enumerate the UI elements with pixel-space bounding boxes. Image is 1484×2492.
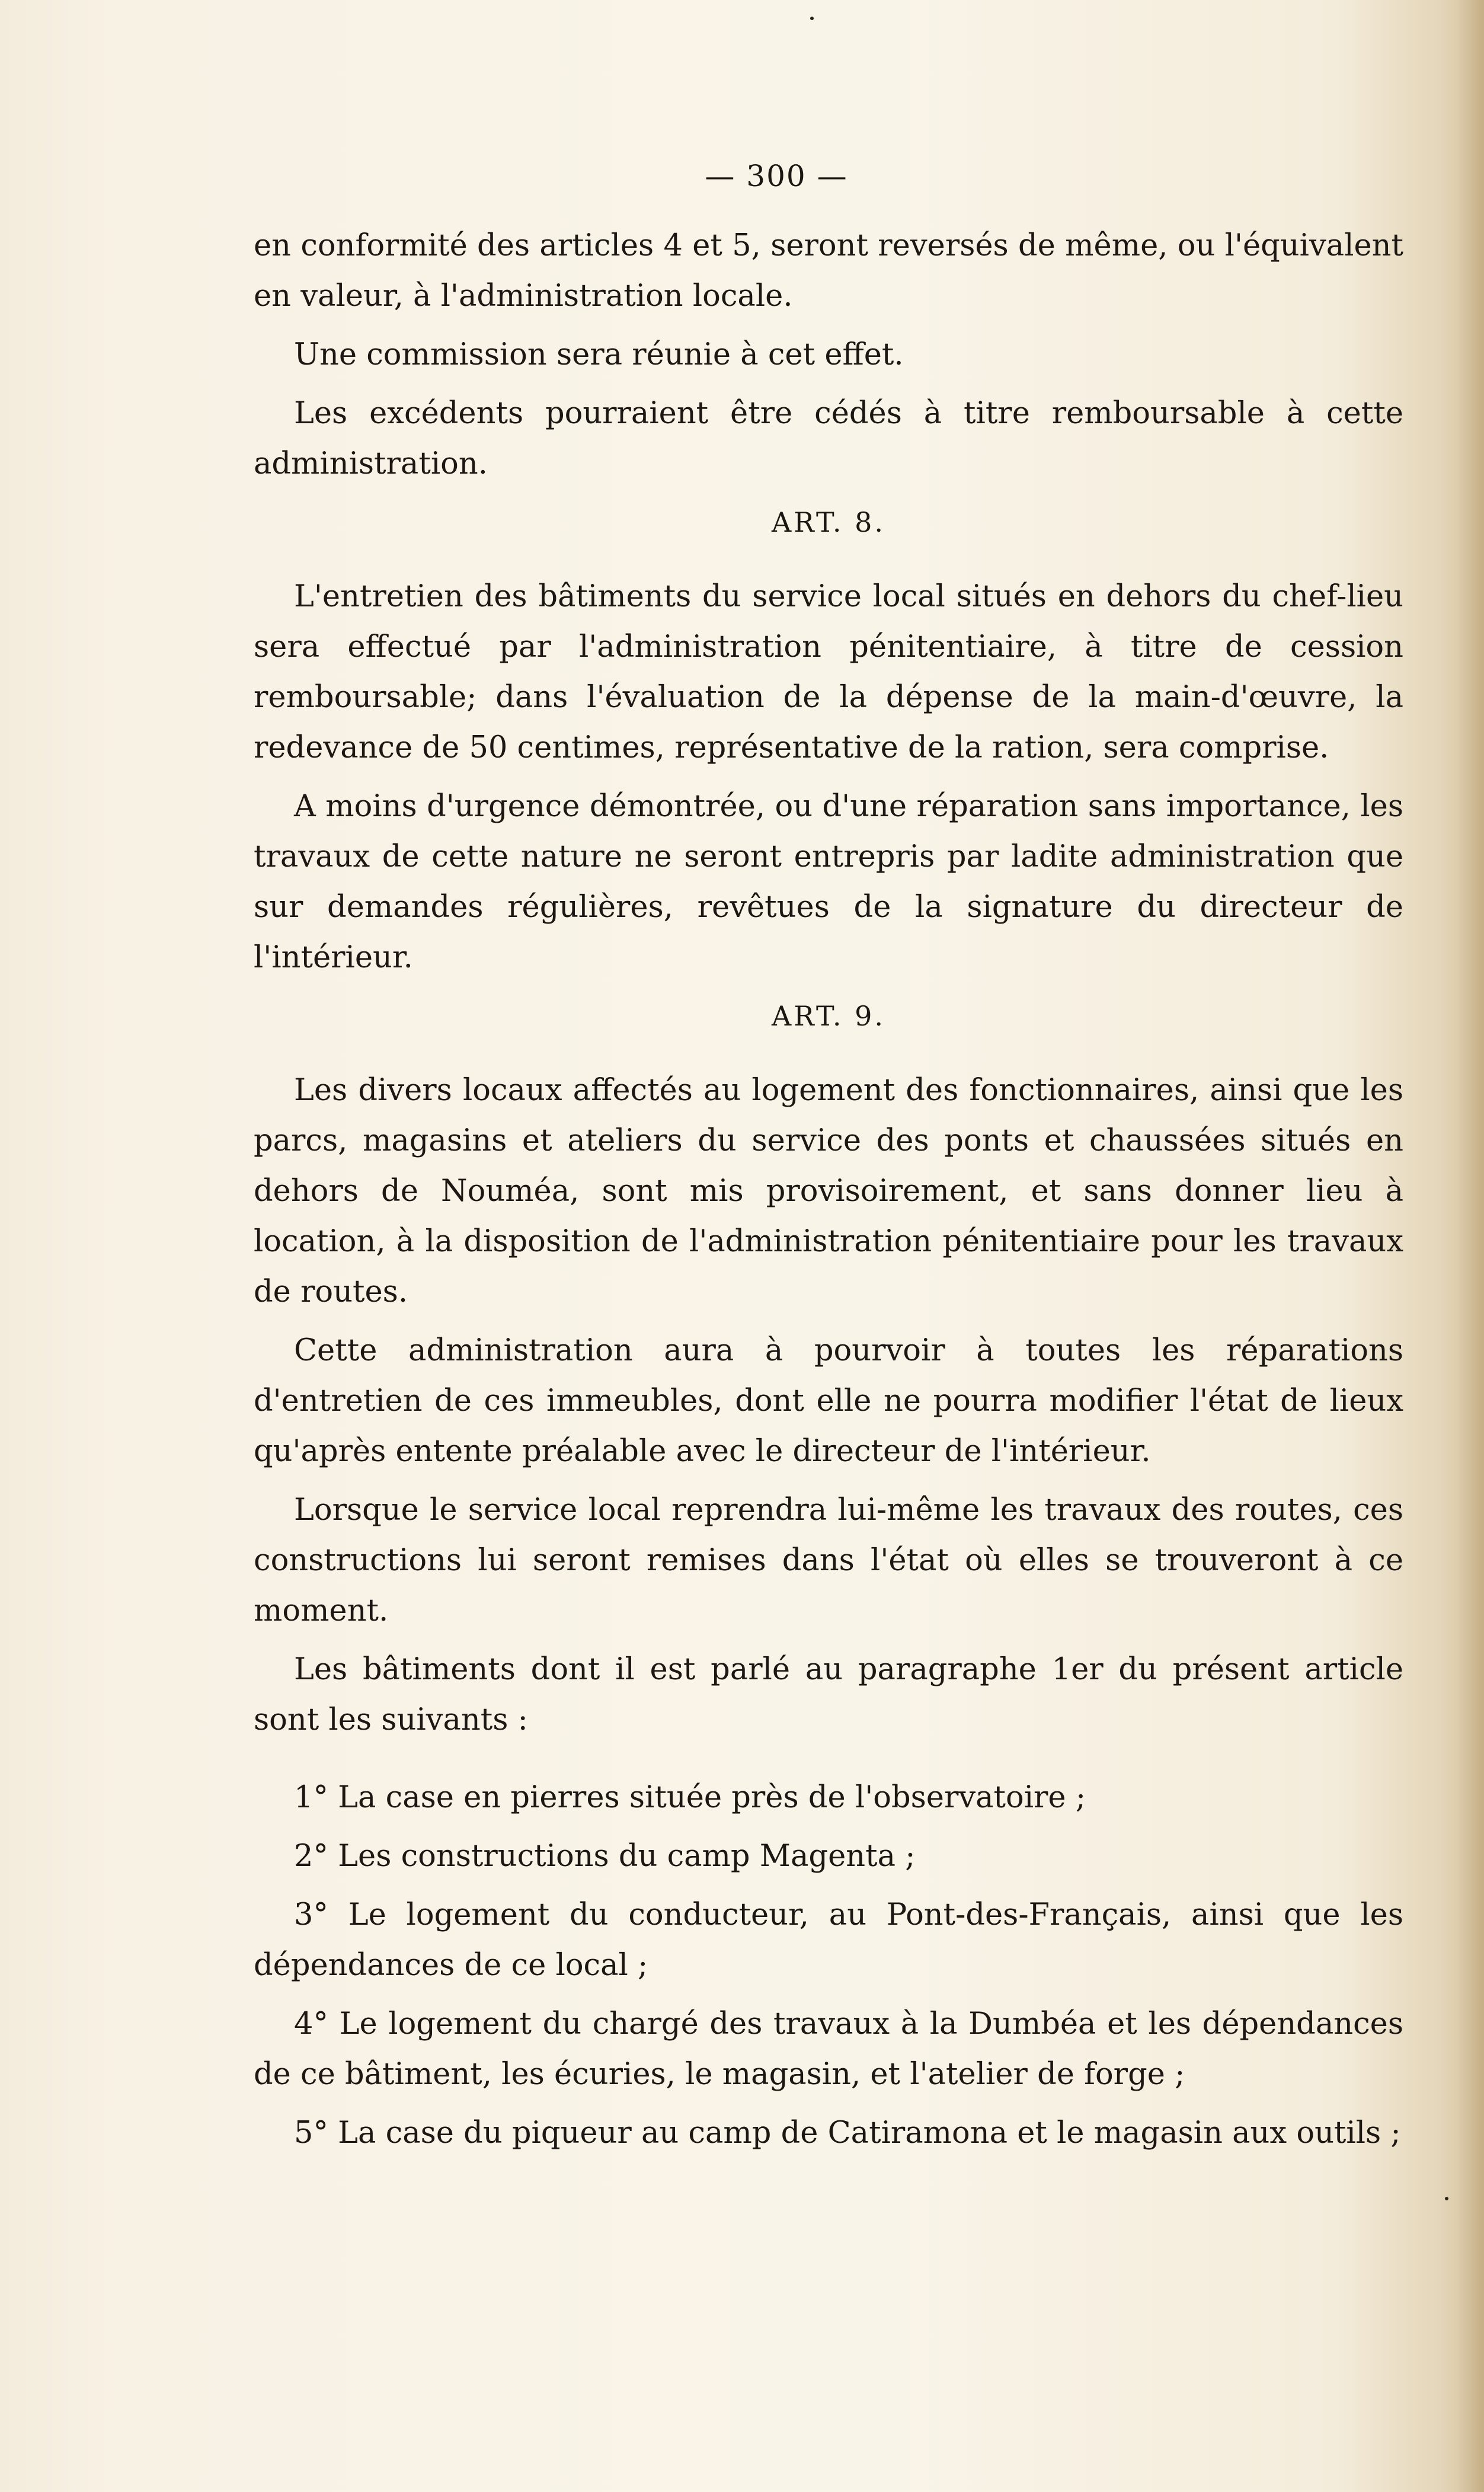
article-8-heading: ART. 8. (771, 506, 886, 538)
paragraph: Les excédents pourraient être cédés à titre remboursable à cette administration. (254, 396, 1403, 481)
list-item: 2° Les constructions du camp Magenta ; (294, 1839, 916, 1874)
ink-speck (810, 17, 814, 20)
ink-speck (1445, 2197, 1448, 2200)
book-spine-shadow (1457, 0, 1484, 2492)
paragraph: Les divers locaux affectés au logement des fonctionnaires, ainsi que les parcs, magasins et ateliers du service des ponts et chaussées situés en dehors de Nouméa, sont mis provisoirement, et sans donner lieu à location, à la disposition de l'administration pénitentiaire pour les travaux de routes. (254, 1073, 1403, 1309)
paragraph: en conformité des articles 4 et 5, seront reversés de même, ou l'équivalent en valeur, à l'administration locale. (254, 228, 1403, 314)
paragraph: Lorsque le service local reprendra lui-même les travaux des routes, ces constructions lui seront remises dans l'état où elles se trouveront à ce moment. (254, 1493, 1403, 1628)
page-number: — 300 — (705, 159, 848, 193)
list-item: 3° Le logement du conducteur, au Pont-des-Français, ainsi que les dépendances de ce local ; (254, 1897, 1403, 1983)
document-body (254, 221, 1403, 2167)
paragraph: L'entretien des bâtiments du service local situés en dehors du chef-lieu sera effectué par l'administration pénitentiaire, à titre de cession remboursable; dans l'évaluation de la dépense de la main-d'œuvre, la redevance de 50 centimes, représentative de la ration, sera comprise. (254, 579, 1403, 765)
paragraph: Une commission sera réunie à cet effet. (294, 337, 904, 372)
paragraph: Cette administration aura à pourvoir à toutes les réparations d'entretien de ces immeubles, dont elle ne pourra modifier l'état de lieux qu'après entente préalable avec le directeur de l'intérieur. (254, 1333, 1403, 1469)
list-item: 1° La case en pierres située près de l'observatoire ; (294, 1780, 1086, 1815)
article-9-heading: ART. 9. (771, 1000, 886, 1032)
list-item: 4° Le logement du chargé des travaux à la Dumbéa et les dépendances de ce bâtiment, les écuries, le magasin, et l'atelier de forge ; (254, 2007, 1403, 2092)
list-item: 5° La case du piqueur au camp de Catiramona et le magasin aux outils ; (294, 2116, 1401, 2151)
paragraph: Les bâtiments dont il est parlé au paragraphe 1er du présent article sont les suivants : (254, 1652, 1403, 1737)
paragraph: A moins d'urgence démontrée, ou d'une réparation sans importance, les travaux de cette nature ne seront entrepris par ladite administration que sur demandes régulières, revêtues de la signature du directeur de l'intérieur. (254, 789, 1403, 975)
